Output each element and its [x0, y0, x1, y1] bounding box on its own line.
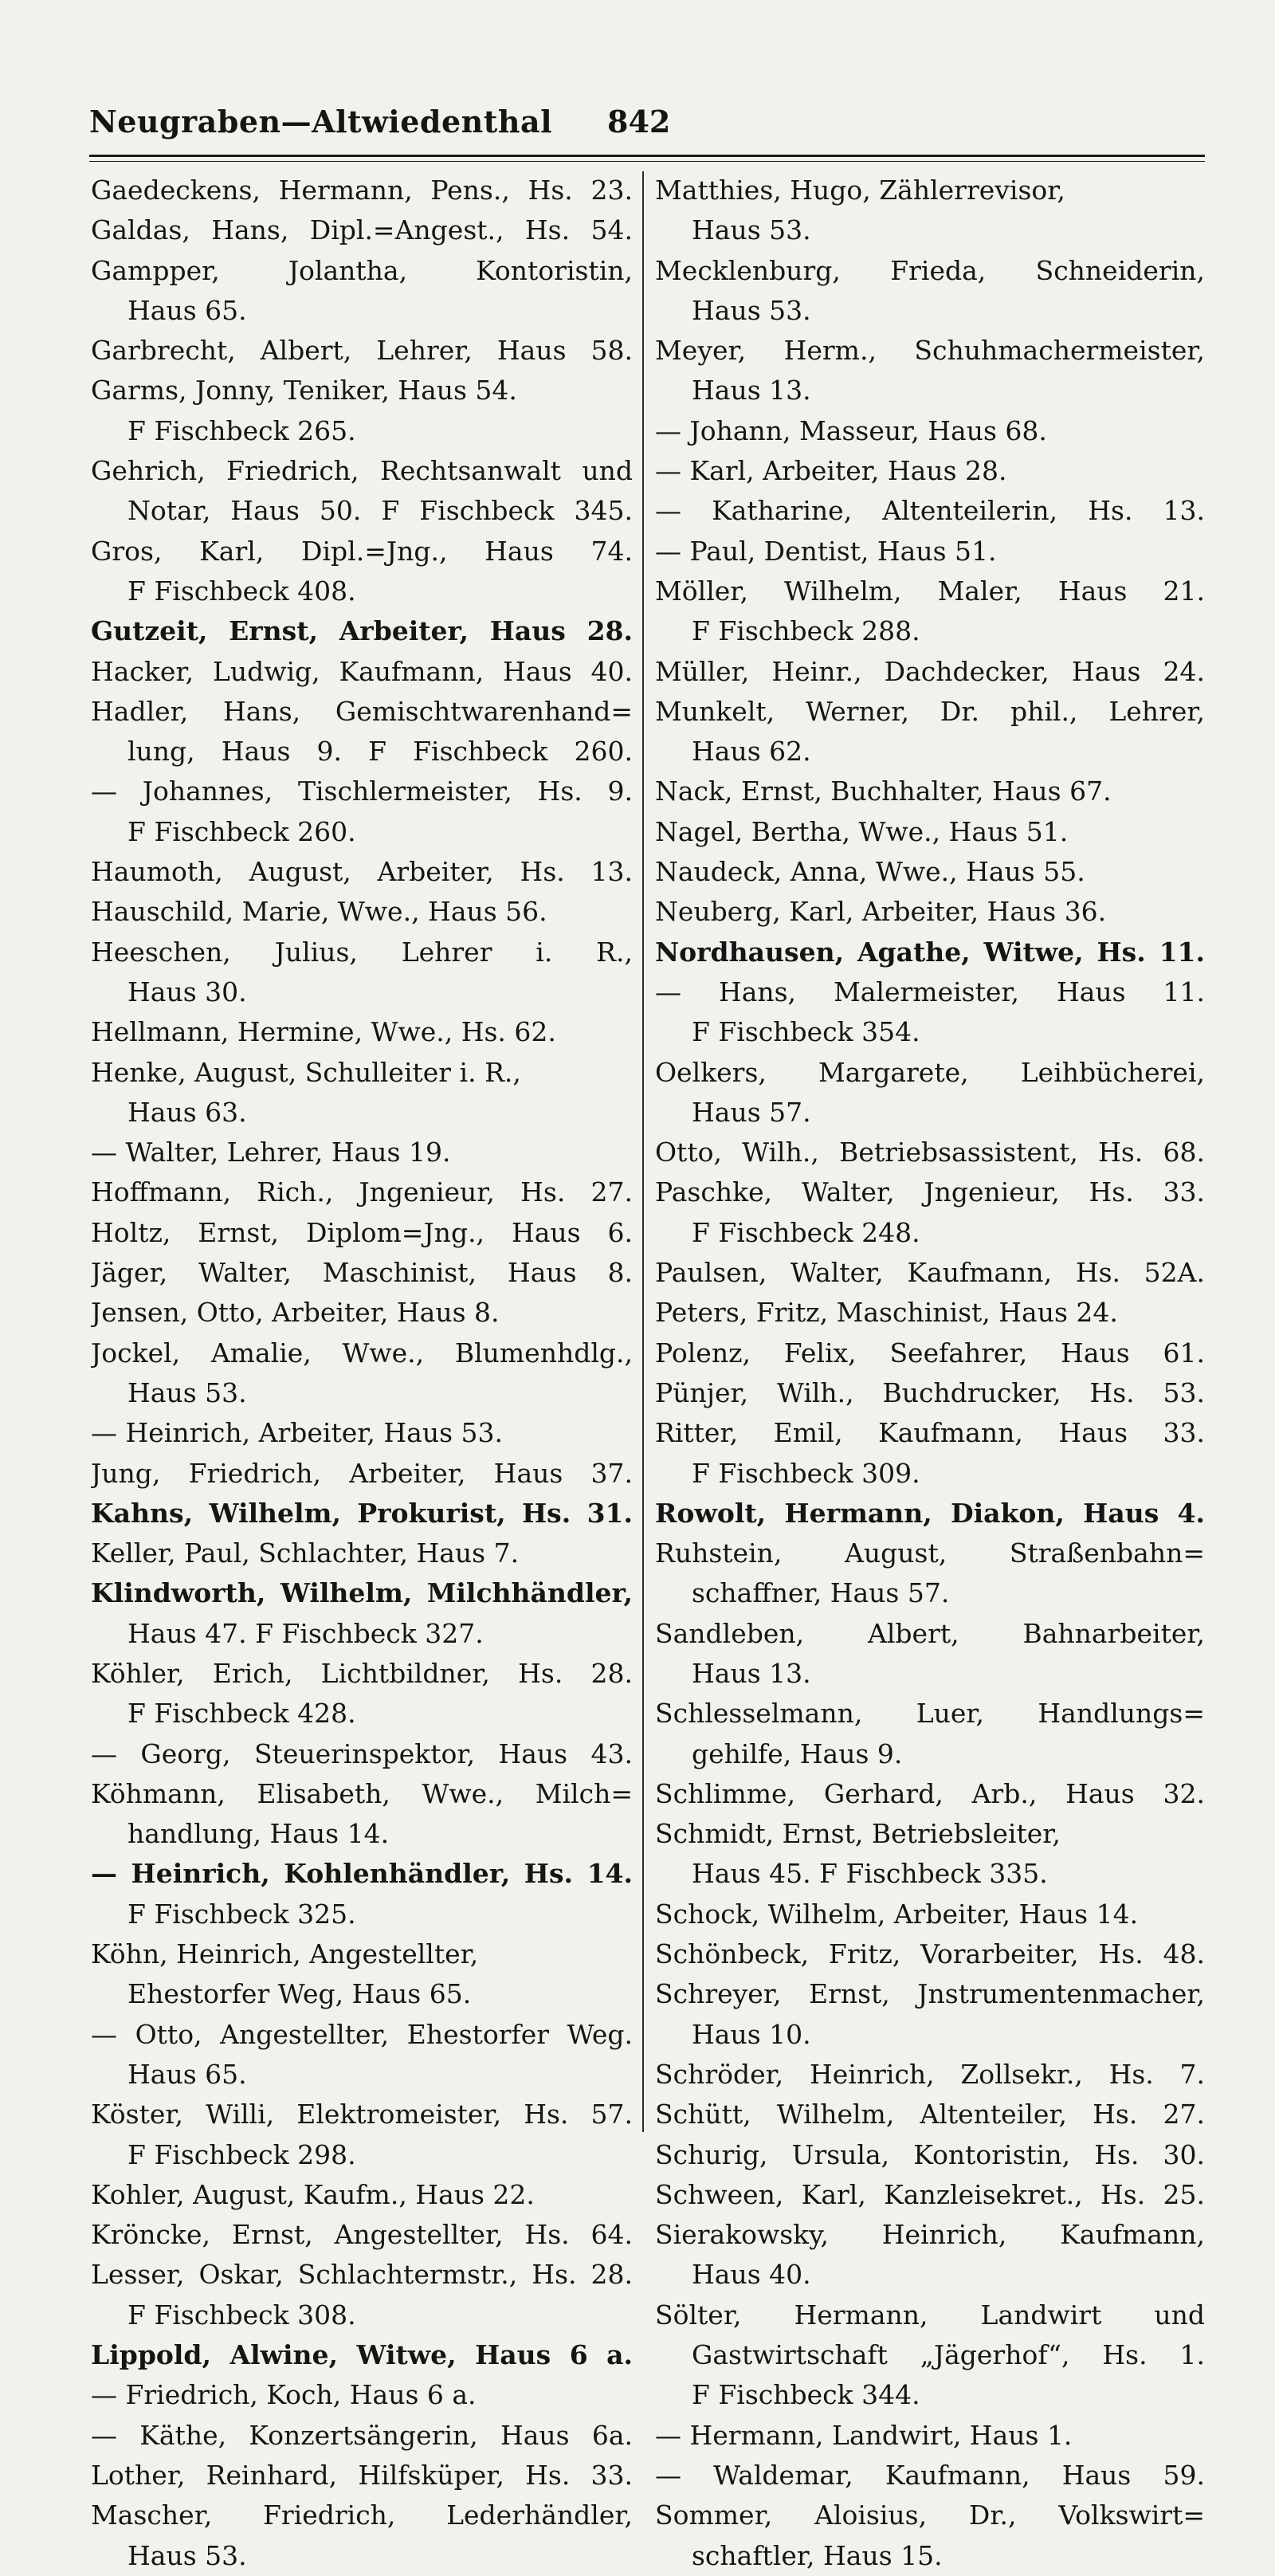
directory-line: Haus 65. [128, 294, 247, 326]
directory-line: F Fischbeck 248. [692, 1216, 920, 1248]
directory-line: Kohler, August, Kaufm., Haus 22. [91, 2178, 535, 2210]
directory-line: Haus 63. [128, 1096, 247, 1128]
directory-line: Köhmann, Elisabeth, Wwe., Milch= [91, 1777, 633, 1809]
directory-line: Gutzeit, Ernst, Arbeiter, Haus 28. [91, 615, 633, 647]
directory-line: Ruhstein, August, Straßenbahn= [655, 1537, 1205, 1569]
directory-line: Ritter, Emil, Kaufmann, Haus 33. [655, 1417, 1205, 1449]
directory-line: schaffner, Haus 57. [692, 1577, 950, 1609]
directory-line: Haus 13. [692, 1657, 811, 1689]
directory-line: F Fischbeck 344. [692, 2379, 920, 2411]
directory-line: Gaedeckens, Hermann, Pens., Hs. 23. [91, 175, 633, 206]
directory-line: Haus 10. [692, 2018, 811, 2050]
directory-line: Haus 53. [692, 294, 811, 326]
directory-line: Mascher, Friedrich, Lederhändler, [91, 2499, 633, 2531]
directory-line: Neuberg, Karl, Arbeiter, Haus 36. [655, 896, 1107, 928]
directory-line: schaftler, Haus 15. [692, 2539, 943, 2571]
directory-line: Jäger, Walter, Maschinist, Haus 8. [91, 1257, 633, 1289]
directory-line: Pünjer, Wilh., Buchdrucker, Hs. 53. [655, 1376, 1205, 1408]
directory-line: Paschke, Walter, Jngenieur, Hs. 33. [655, 1176, 1205, 1208]
directory-line: F Fischbeck 260. [128, 815, 356, 847]
directory-line: F Fischbeck 308. [128, 2299, 356, 2331]
directory-line: Hauschild, Marie, Wwe., Haus 56. [91, 896, 547, 928]
directory-line: Schütt, Wilhelm, Altenteiler, Hs. 27. [655, 2099, 1205, 2130]
directory-line: Köster, Willi, Elektromeister, Hs. 57. [91, 2099, 633, 2130]
directory-line: Jung, Friedrich, Arbeiter, Haus 37. [91, 1457, 633, 1489]
directory-line: Paulsen, Walter, Kaufmann, Hs. 52A. [655, 1257, 1205, 1289]
directory-line: lung, Haus 9. F Fischbeck 260. [128, 736, 633, 768]
directory-line: — Johann, Masseur, Haus 68. [655, 414, 1047, 446]
directory-line: Garms, Jonny, Teniker, Haus 54. [91, 375, 517, 406]
directory-line: Lesser, Oskar, Schlachtermstr., Hs. 28. [91, 2259, 633, 2291]
directory-line: F Fischbeck 288. [692, 615, 920, 647]
directory-line: Köhn, Heinrich, Angestellter, [91, 1938, 479, 1970]
directory-line: Hoffmann, Rich., Jngenieur, Hs. 27. [91, 1176, 633, 1208]
directory-line: Haus 53. [128, 1376, 247, 1408]
directory-line: Galdas, Hans, Dipl.=Angest., Hs. 54. [91, 214, 633, 246]
directory-line: Ehestorfer Weg, Haus 65. [128, 1978, 472, 2010]
directory-line: Otto, Wilh., Betriebsassistent, Hs. 68. [655, 1137, 1205, 1168]
directory-line: — Waldemar, Kaufmann, Haus 59. [655, 2459, 1205, 2491]
directory-line: Schlesselmann, Luer, Handlungs= [655, 1698, 1205, 1730]
directory-line: Sandleben, Albert, Bahnarbeiter, [655, 1617, 1205, 1649]
directory-line: Müller, Heinr., Dachdecker, Haus 24. [655, 655, 1205, 687]
directory-line: — Johannes, Tischlermeister, Hs. 9. [91, 776, 633, 807]
directory-line: Naudeck, Anna, Wwe., Haus 55. [655, 856, 1085, 888]
directory-line: Schröder, Heinrich, Zollsekr., Hs. 7. [655, 2058, 1205, 2090]
directory-line: F Fischbeck 298. [128, 2138, 356, 2170]
directory-line: Hacker, Ludwig, Kaufmann, Haus 40. [91, 655, 633, 687]
directory-line: Notar, Haus 50. F Fischbeck 345. [128, 495, 633, 527]
directory-line: Henke, August, Schulleiter i. R., [91, 1056, 521, 1088]
directory-line: Jensen, Otto, Arbeiter, Haus 8. [91, 1297, 500, 1329]
directory-line: — Georg, Steuerinspektor, Haus 43. [91, 1738, 633, 1769]
page-header [89, 104, 671, 151]
directory-line: Gros, Karl, Dipl.=Jng., Haus 74. [91, 535, 633, 567]
directory-line: Nordhausen, Agathe, Witwe, Hs. 11. [655, 936, 1205, 968]
directory-line: — Walter, Lehrer, Haus 19. [91, 1137, 451, 1168]
directory-line: — Friedrich, Koch, Haus 6 a. [91, 2379, 477, 2411]
directory-line: Sölter, Hermann, Landwirt und [655, 2299, 1205, 2331]
directory-line: Rowolt, Hermann, Diakon, Haus 4. [655, 1497, 1205, 1529]
directory-line: Polenz, Felix, Seefahrer, Haus 61. [655, 1337, 1205, 1368]
directory-line: Gampper, Jolantha, Kontoristin, [91, 254, 633, 286]
directory-line: — Katharine, Altenteilerin, Hs. 13. [655, 495, 1205, 527]
left-column [91, 171, 633, 2576]
directory-line: F Fischbeck 309. [692, 1457, 920, 1489]
directory-line: Klindworth, Wilhelm, Milchhändler, [91, 1577, 633, 1609]
directory-line: gehilfe, Haus 9. [692, 1738, 903, 1769]
directory-line: Hadler, Hans, Gemischtwarenhand= [91, 695, 633, 727]
directory-line: Nagel, Bertha, Wwe., Haus 51. [655, 815, 1069, 847]
directory-line: Sommer, Aloisius, Dr., Volkswirt= [655, 2499, 1205, 2531]
directory-line: Jockel, Amalie, Wwe., Blumenhdlg., [91, 1337, 633, 1368]
directory-line: — Paul, Dentist, Haus 51. [655, 535, 997, 567]
directory-line: Schurig, Ursula, Kontoristin, Hs. 30. [655, 2138, 1205, 2170]
directory-line: — Otto, Angestellter, Ehestorfer Weg. [91, 2018, 633, 2050]
directory-line: handlung, Haus 14. [128, 1818, 390, 1850]
directory-line: Nack, Ernst, Buchhalter, Haus 67. [655, 776, 1112, 807]
column-divider [642, 171, 644, 2132]
directory-line: Haumoth, August, Arbeiter, Hs. 13. [91, 856, 633, 888]
directory-line: Matthies, Hugo, Zählerrevisor, [655, 175, 1065, 206]
directory-line: Haus 40. [692, 2259, 811, 2291]
directory-line: Haus 53. [128, 2539, 247, 2571]
directory-line: Meyer, Herm., Schuhmachermeister, [655, 335, 1205, 367]
directory-line: Haus 45. F Fischbeck 335. [692, 1858, 1048, 1890]
running-head: Neugraben—Altwiedenthal [89, 104, 553, 139]
directory-line: Lippold, Alwine, Witwe, Haus 6 a. [91, 2339, 633, 2371]
directory-line: Haus 13. [692, 375, 811, 406]
directory-line: — Karl, Arbeiter, Haus 28. [655, 455, 1007, 487]
directory-line: Haus 62. [692, 736, 811, 768]
directory-line: Schönbeck, Fritz, Vorarbeiter, Hs. 48. [655, 1938, 1205, 1970]
directory-line: Schlimme, Gerhard, Arb., Haus 32. [655, 1777, 1205, 1809]
directory-line: Gehrich, Friedrich, Rechtsanwalt und [91, 455, 633, 487]
directory-line: Oelkers, Margarete, Leihbücherei, [655, 1056, 1205, 1088]
directory-line: F Fischbeck 325. [128, 1898, 356, 1930]
directory-line: Garbrecht, Albert, Lehrer, Haus 58. [91, 335, 633, 367]
directory-line: Haus 65. [128, 2058, 247, 2090]
directory-line: Sierakowsky, Heinrich, Kaufmann, [655, 2219, 1205, 2251]
directory-line: Schreyer, Ernst, Jnstrumentenmacher, [655, 1978, 1205, 2010]
directory-line: — Hermann, Landwirt, Haus 1. [655, 2419, 1073, 2451]
directory-line: Kahns, Wilhelm, Prokurist, Hs. 31. [91, 1497, 633, 1529]
directory-line: F Fischbeck 354. [692, 1016, 920, 1048]
directory-line: Heeschen, Julius, Lehrer i. R., [91, 936, 633, 968]
header-rule-thick [89, 155, 1205, 157]
header-rule-thin [89, 161, 1205, 162]
directory-line: Haus 57. [692, 1096, 811, 1128]
directory-line: — Heinrich, Kohlenhändler, Hs. 14. [91, 1858, 633, 1890]
right-column [655, 171, 1205, 2576]
directory-line: Peters, Fritz, Maschinist, Haus 24. [655, 1297, 1118, 1329]
directory-line: Holtz, Ernst, Diplom=Jng., Haus 6. [91, 1216, 633, 1248]
directory-line: Köhler, Erich, Lichtbildner, Hs. 28. [91, 1657, 633, 1689]
directory-line: Schween, Karl, Kanzleisekret., Hs. 25. [655, 2178, 1205, 2210]
directory-line: Möller, Wilhelm, Maler, Haus 21. [655, 575, 1205, 607]
directory-line: Schmidt, Ernst, Betriebsleiter, [655, 1818, 1061, 1850]
directory-line: Haus 47. F Fischbeck 327. [128, 1617, 484, 1649]
directory-line: Haus 53. [692, 214, 811, 246]
directory-line: Munkelt, Werner, Dr. phil., Lehrer, [655, 695, 1205, 727]
directory-line: Kröncke, Ernst, Angestellter, Hs. 64. [91, 2219, 633, 2251]
directory-line: — Heinrich, Arbeiter, Haus 53. [91, 1417, 503, 1449]
directory-line: Hellmann, Hermine, Wwe., Hs. 62. [91, 1016, 556, 1048]
page-number: 842 [607, 104, 671, 139]
directory-line: Schock, Wilhelm, Arbeiter, Haus 14. [655, 1898, 1139, 1930]
directory-line: Haus 30. [128, 976, 247, 1007]
directory-line: F Fischbeck 428. [128, 1698, 356, 1730]
directory-line: Gastwirtschaft „Jägerhof“, Hs. 1. [692, 2339, 1205, 2371]
directory-line: F Fischbeck 408. [128, 575, 356, 607]
directory-line: Mecklenburg, Frieda, Schneiderin, [655, 254, 1205, 286]
directory-line: — Käthe, Konzertsängerin, Haus 6a. [91, 2419, 633, 2451]
directory-line: F Fischbeck 265. [128, 414, 356, 446]
directory-line: Lother, Reinhard, Hilfsküper, Hs. 33. [91, 2459, 633, 2491]
directory-line: Keller, Paul, Schlachter, Haus 7. [91, 1537, 520, 1569]
directory-line: — Hans, Malermeister, Haus 11. [655, 976, 1205, 1007]
